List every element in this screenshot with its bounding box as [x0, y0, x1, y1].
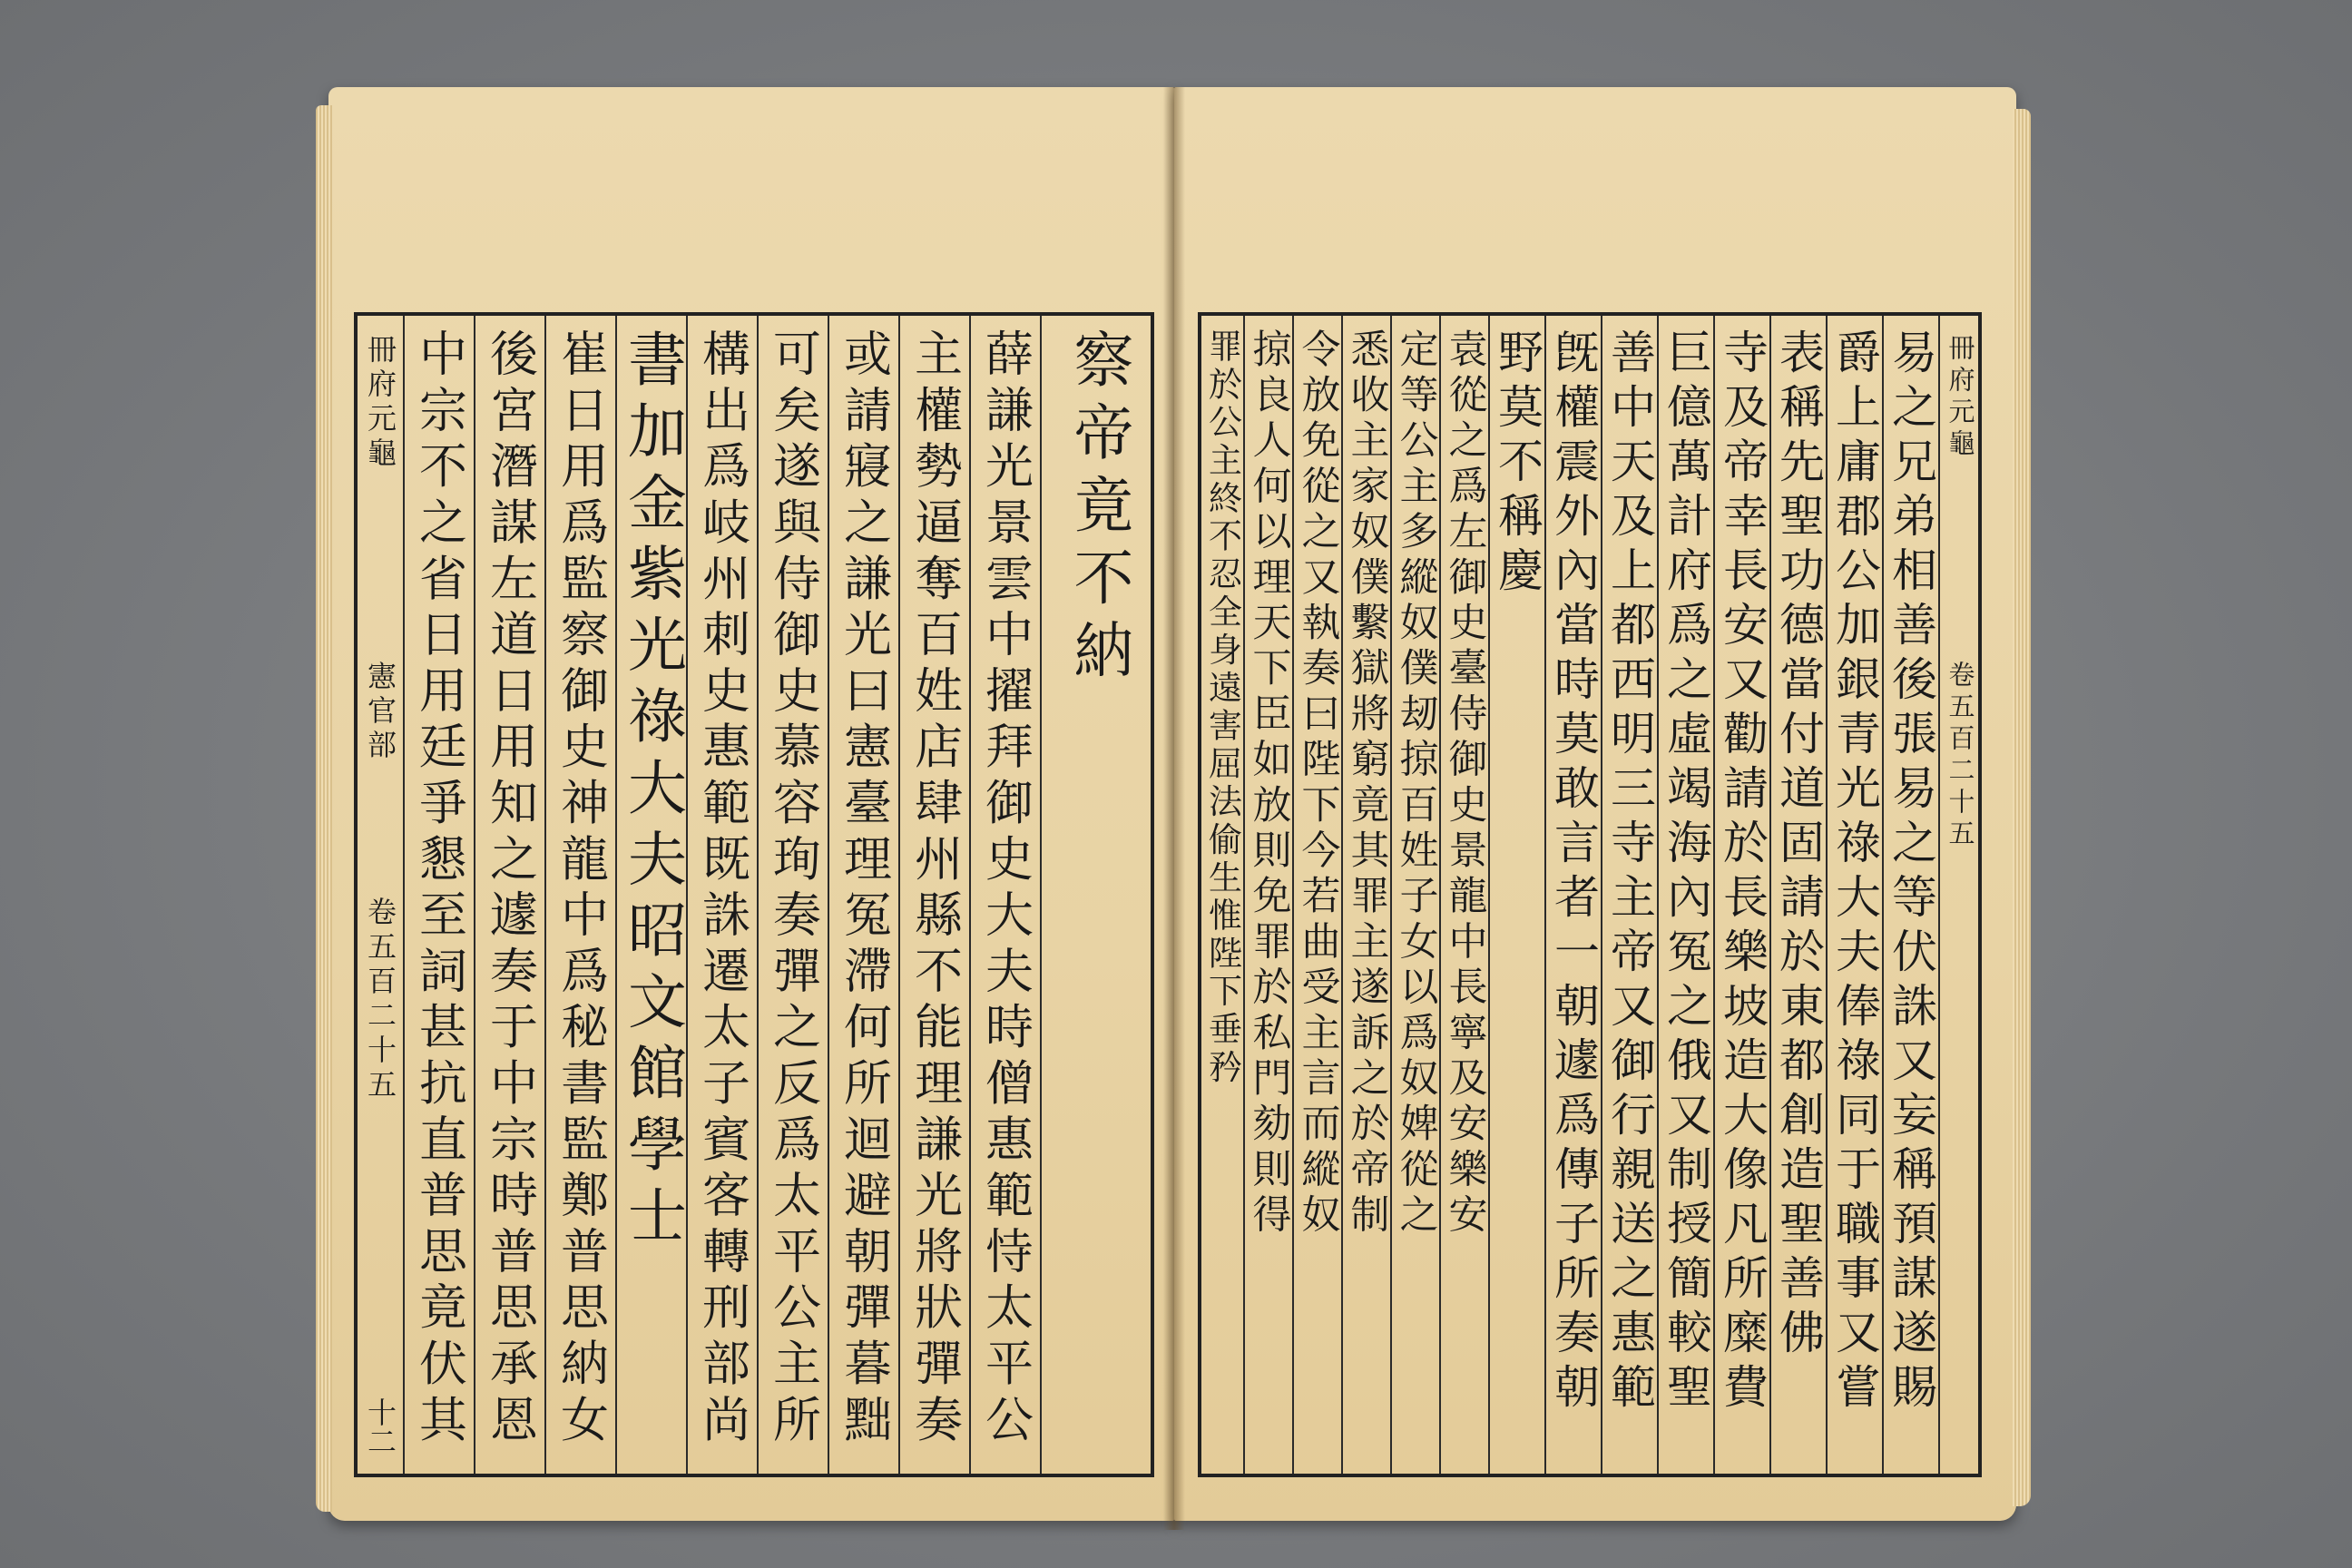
text-column — [1292, 316, 1341, 1474]
text-column — [1201, 316, 1243, 1474]
column-text: 崔日用爲監察御史神龍中爲秘書監鄭普思納女 — [553, 328, 609, 1450]
volume-label: 卷五百二十五 — [363, 897, 397, 1103]
column-text: 野莫不稱慶 — [1491, 328, 1544, 601]
page-number: 十二 — [363, 1397, 397, 1455]
column-text: 構出爲岐州刺史惠範既誅遷太子賓客轉刑部尚 — [694, 328, 750, 1450]
text-column — [1439, 316, 1488, 1474]
right-page-edges — [2013, 109, 2031, 1506]
book-title: 冊府元龜 — [1945, 334, 1976, 461]
column-text: 表稱先聖功德當付道固請於東都創造聖善佛 — [1772, 328, 1825, 1363]
column-text: 易之兄弟相善後張易之等伏誅又妄稱預謀遂賜 — [1885, 328, 1937, 1417]
text-column — [1713, 316, 1769, 1474]
text-column — [1544, 316, 1601, 1474]
column-text: 定等公主多縱奴僕刼掠百姓子女以爲奴婢從之 — [1393, 328, 1439, 1240]
left-page-edges — [316, 105, 332, 1512]
text-column — [828, 316, 898, 1474]
column-text: 或請寢之謙光曰憲臺理冤滯何所迴避朝彈暮黜 — [836, 328, 892, 1450]
column-text: 爵上庸郡公加銀青光祿大夫俸祿同于職事又嘗 — [1828, 328, 1881, 1417]
text-column — [1769, 316, 1826, 1474]
fore-edge-margin — [1938, 316, 1982, 1474]
text-column — [544, 316, 615, 1474]
right-page — [1174, 87, 2016, 1521]
column-text: 令放免從之又執奏曰陛下今若曲受主言而縱奴 — [1295, 328, 1341, 1240]
text-column — [1882, 316, 1938, 1474]
text-column — [474, 316, 544, 1474]
column-text: 察帝竟不納 — [1063, 328, 1133, 691]
text-column — [403, 316, 474, 1474]
left-page — [328, 87, 1174, 1521]
column-text: 巨億萬計府爲之虛竭海內冤之俄又制授簡較聖 — [1660, 328, 1712, 1417]
column-text: 袁從之爲左御史臺侍御史景龍中長寧及安樂安 — [1442, 328, 1488, 1240]
column-text: 可矣遂與侍御史慕容珣奏彈之反爲太平公主所 — [765, 328, 821, 1450]
section-title: 憲官部 — [363, 661, 397, 764]
left-text-frame — [354, 312, 1154, 1477]
text-column — [1488, 316, 1544, 1474]
column-text: 掠良人何以理天下臣如放則免罪於私門劾則得 — [1246, 328, 1292, 1240]
fore-edge-margin — [358, 316, 403, 1474]
text-column — [969, 316, 1040, 1474]
right-text-frame — [1198, 312, 1982, 1477]
text-column — [757, 316, 828, 1474]
text-column — [1657, 316, 1713, 1474]
column-text: 善中天及上都西明三寺主帝又御行親送之惠範 — [1603, 328, 1656, 1417]
text-column — [1341, 316, 1390, 1474]
text-column — [1601, 316, 1657, 1474]
book-gutter — [1163, 87, 1185, 1530]
text-column — [1040, 316, 1154, 1474]
open-book — [328, 87, 2016, 1530]
text-column — [1243, 316, 1292, 1474]
column-text: 罪於公主終不忍全身遠害屈法偷生惟陛下垂矜 — [1202, 328, 1242, 1087]
column-text: 悉收主家奴僕繫獄將窮竟其罪主遂訴之於帝制 — [1344, 328, 1390, 1240]
column-text: 中宗不之省日用廷爭懇至詞甚抗直普思竟伏其 — [411, 328, 467, 1450]
book-title: 冊府元龜 — [363, 334, 397, 472]
volume-label: 卷五百二十五 — [1945, 661, 1976, 851]
column-text: 旣權震外內當時莫敢言者一朝遽爲傳子所奏朝 — [1547, 328, 1600, 1417]
column-text: 寺及帝幸長安又勸請於長樂坡造大像凡所糜費 — [1716, 328, 1769, 1417]
text-column — [615, 316, 686, 1474]
column-text: 書加金紫光祿大夫昭文館學士 — [617, 328, 686, 1256]
text-column — [686, 316, 757, 1474]
text-column — [898, 316, 969, 1474]
column-text: 後宮潛謀左道日用知之遽奏于中宗時普思承恩 — [482, 328, 538, 1450]
column-text: 薛謙光景雲中擢拜御史大夫時僧惠範恃太平公 — [977, 328, 1034, 1450]
text-column — [1390, 316, 1439, 1474]
column-text: 主權勢逼奪百姓店肆州縣不能理謙光將狀彈奏 — [906, 328, 963, 1450]
text-column — [1826, 316, 1882, 1474]
